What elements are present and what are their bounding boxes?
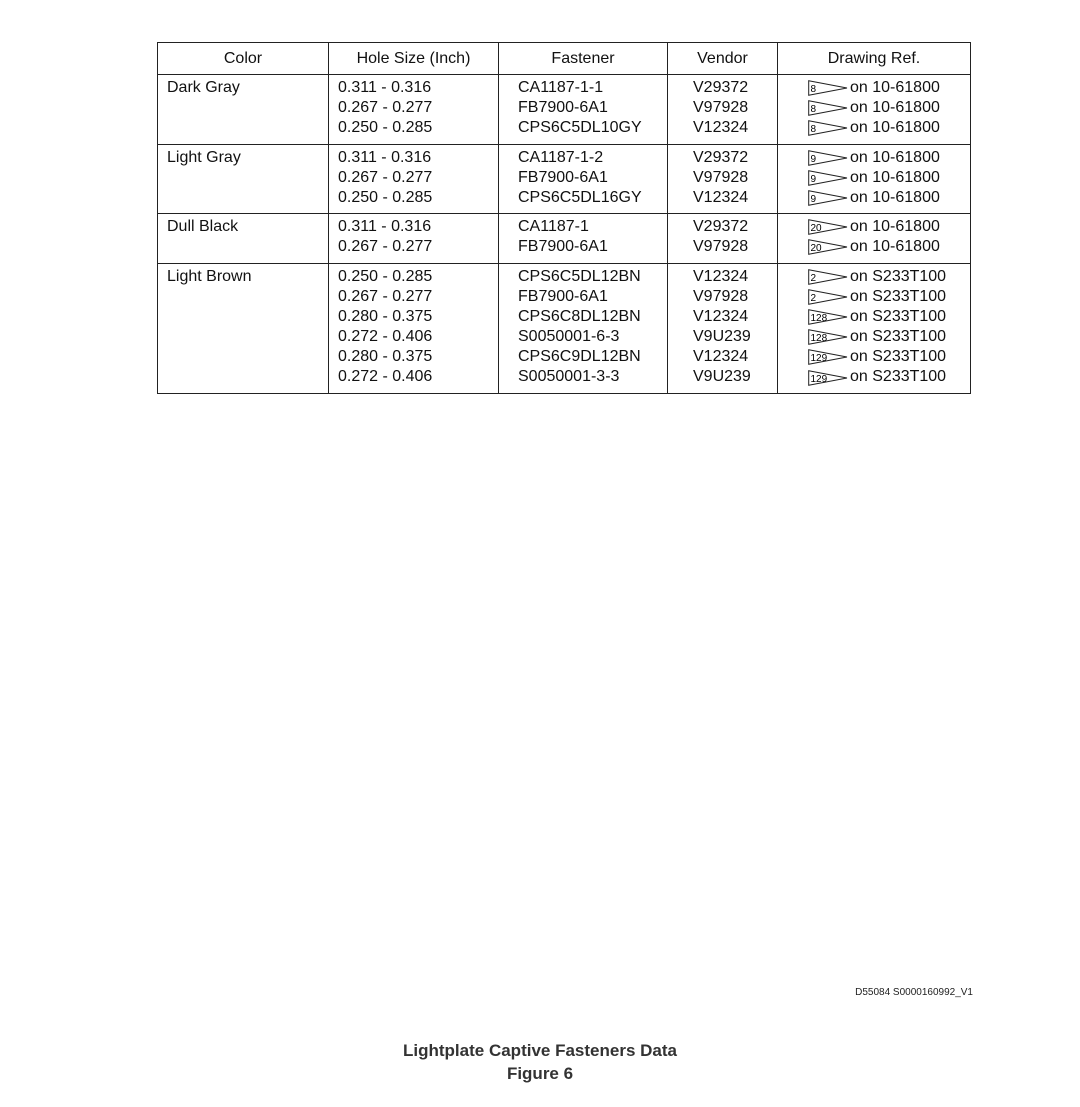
drawing-ref-text: on S233T100 <box>850 328 947 346</box>
fasteners-table <box>157 42 971 394</box>
table-header-row <box>158 43 971 75</box>
drawing-ref-text: on 10-61800 <box>850 79 940 96</box>
drawing-ref-line <box>808 78 970 98</box>
fastener-value: CA1187-1 <box>518 218 589 236</box>
table-row <box>158 75 971 145</box>
fastener-value: FB7900-6A1 <box>518 168 608 186</box>
fastener-value: CA1187-1-1 <box>518 79 604 96</box>
flag-note-icon <box>808 239 848 255</box>
hole-size-value: 0.267 - 0.277 <box>338 238 433 256</box>
hole-size-value: 0.272 - 0.406 <box>338 368 433 386</box>
fastener-value: S0050001-6-3 <box>518 328 620 346</box>
flag-note-number: 9 <box>810 173 817 185</box>
flag-note-number: 128 <box>810 312 828 324</box>
flag-note-number: 8 <box>810 84 817 96</box>
color-cell <box>158 214 329 263</box>
flag-note-icon <box>808 80 848 96</box>
fastener-value: CPS6C9DL12BN <box>518 348 641 366</box>
flag-note-number: 20 <box>810 243 822 255</box>
hole-size-value: 0.250 - 0.285 <box>338 267 433 285</box>
flag-note-number: 9 <box>810 153 817 165</box>
header-color: Color <box>158 43 329 75</box>
table-row <box>158 263 971 393</box>
vendor-cell <box>668 144 778 214</box>
vendor-value: V9U239 <box>693 328 751 346</box>
drawing-ref-cell <box>778 75 971 145</box>
header-hole-size: Hole Size (Inch) <box>329 43 499 75</box>
flag-note-icon <box>808 190 848 206</box>
flag-note-icon <box>808 120 848 136</box>
drawing-ref-text: on S233T100 <box>850 348 947 366</box>
hole-size-value: 0.250 - 0.285 <box>338 119 433 137</box>
vendor-value: V29372 <box>693 79 749 96</box>
drawing-ref-line <box>808 98 970 118</box>
hole-size-cell <box>329 75 499 145</box>
table-body <box>158 75 971 394</box>
hole-size-value: 0.267 - 0.277 <box>338 168 433 186</box>
vendor-value: V97928 <box>693 99 749 117</box>
vendor-value: V12324 <box>693 119 749 137</box>
flag-note-icon <box>808 269 848 285</box>
vendor-value: V29372 <box>693 218 749 236</box>
flag-note-icon <box>808 150 848 166</box>
fastener-value: CPS6C5DL10GY <box>518 119 642 137</box>
header-drawing-ref: Drawing Ref. <box>778 43 971 75</box>
drawing-ref-text: on 10-61800 <box>850 238 940 256</box>
flag-note-icon <box>808 289 848 305</box>
hole-size-value: 0.311 - 0.316 <box>338 218 432 236</box>
fastener-value: CPS6C8DL12BN <box>518 307 641 325</box>
drawing-ref-text: on 10-61800 <box>850 119 940 137</box>
flag-note-number: 8 <box>810 104 817 116</box>
hole-size-value: 0.272 - 0.406 <box>338 328 433 346</box>
flag-note-number: 9 <box>810 194 817 206</box>
hole-size-cell <box>329 144 499 214</box>
table-row <box>158 214 971 263</box>
hole-size-value: 0.311 - 0.316 <box>338 79 432 96</box>
drawing-ref-cell <box>778 263 971 393</box>
hole-size-cell <box>329 214 499 263</box>
figure-title: Lightplate Captive Fasteners Data <box>403 1041 677 1060</box>
vendor-value: V12324 <box>693 188 749 206</box>
vendor-value: V12324 <box>693 267 749 285</box>
fastener-cell <box>499 144 668 214</box>
drawing-ref-line <box>808 217 970 237</box>
flag-note-icon <box>808 219 848 235</box>
drawing-ref-cell <box>778 214 971 263</box>
drawing-ref-line <box>808 327 970 347</box>
color-name: Dull Black <box>167 218 239 236</box>
flag-note-number: 128 <box>810 333 828 345</box>
flag-note-icon <box>808 329 848 345</box>
flag-note-number: 129 <box>810 353 828 365</box>
figure-number: Figure 6 <box>506 1064 574 1083</box>
flag-note-icon <box>808 349 848 365</box>
flag-note-number: 20 <box>810 223 822 235</box>
fastener-value: FB7900-6A1 <box>518 99 608 117</box>
header-vendor: Vendor <box>668 43 778 75</box>
hole-size-value: 0.311 - 0.316 <box>338 148 432 166</box>
fastener-cell <box>499 263 668 393</box>
vendor-cell <box>668 75 778 145</box>
table-row <box>158 144 971 214</box>
fastener-value: S0050001-3-3 <box>518 368 620 386</box>
hole-size-value: 0.267 - 0.277 <box>338 99 433 117</box>
drawing-id: D55084 S0000160992_V1 <box>855 987 973 998</box>
hole-size-value: 0.267 - 0.277 <box>338 287 433 305</box>
flag-note-number: 129 <box>810 373 828 385</box>
flag-note-number: 2 <box>810 292 817 304</box>
flag-note-icon <box>808 100 848 116</box>
flag-note-icon <box>808 370 848 386</box>
vendor-cell <box>668 214 778 263</box>
hole-size-value: 0.280 - 0.375 <box>338 307 433 325</box>
vendor-value: V29372 <box>693 148 749 166</box>
vendor-value: V9U239 <box>693 368 751 386</box>
fastener-cell <box>499 214 668 263</box>
drawing-ref-line <box>808 267 970 287</box>
drawing-ref-text: on S233T100 <box>850 267 947 285</box>
drawing-ref-line <box>808 188 970 208</box>
color-name: Dark Gray <box>167 79 240 96</box>
drawing-ref-text: on 10-61800 <box>850 188 940 206</box>
drawing-ref-text: on S233T100 <box>850 307 947 325</box>
hole-size-cell <box>329 263 499 393</box>
drawing-ref-line <box>808 237 970 257</box>
color-name: Light Gray <box>167 148 241 166</box>
hole-size-value: 0.250 - 0.285 <box>338 188 433 206</box>
flag-note-number: 8 <box>810 124 817 136</box>
drawing-ref-line <box>808 287 970 307</box>
flag-note-number: 2 <box>810 272 817 284</box>
color-cell <box>158 75 329 145</box>
fastener-value: FB7900-6A1 <box>518 287 608 305</box>
color-name: Light Brown <box>167 267 252 285</box>
drawing-ref-line <box>808 367 970 387</box>
fastener-value: FB7900-6A1 <box>518 238 608 256</box>
drawing-ref-line <box>808 168 970 188</box>
vendor-value: V97928 <box>693 287 749 305</box>
drawing-ref-line <box>808 148 970 168</box>
drawing-ref-text: on 10-61800 <box>850 218 940 236</box>
vendor-value: V12324 <box>693 348 749 366</box>
drawing-ref-text: on S233T100 <box>850 368 947 386</box>
fastener-value: CPS6C5DL16GY <box>518 188 642 206</box>
drawing-ref-text: on 10-61800 <box>850 148 940 166</box>
hole-size-value: 0.280 - 0.375 <box>338 348 433 366</box>
drawing-ref-line <box>808 118 970 138</box>
color-cell <box>158 263 329 393</box>
fastener-cell <box>499 75 668 145</box>
drawing-ref-text: on S233T100 <box>850 287 947 305</box>
vendor-value: V12324 <box>693 307 749 325</box>
vendor-value: V97928 <box>693 168 749 186</box>
fastener-value: CA1187-1-2 <box>518 148 604 166</box>
fastener-value: CPS6C5DL12BN <box>518 267 641 285</box>
drawing-ref-text: on 10-61800 <box>850 168 940 186</box>
vendor-value: V97928 <box>693 238 749 256</box>
vendor-cell <box>668 263 778 393</box>
drawing-ref-line <box>808 347 970 367</box>
color-cell <box>158 144 329 214</box>
flag-note-icon <box>808 170 848 186</box>
header-fastener: Fastener <box>499 43 668 75</box>
drawing-ref-cell <box>778 144 971 214</box>
flag-note-icon <box>808 309 848 325</box>
drawing-ref-text: on 10-61800 <box>850 99 940 117</box>
drawing-ref-line <box>808 307 970 327</box>
